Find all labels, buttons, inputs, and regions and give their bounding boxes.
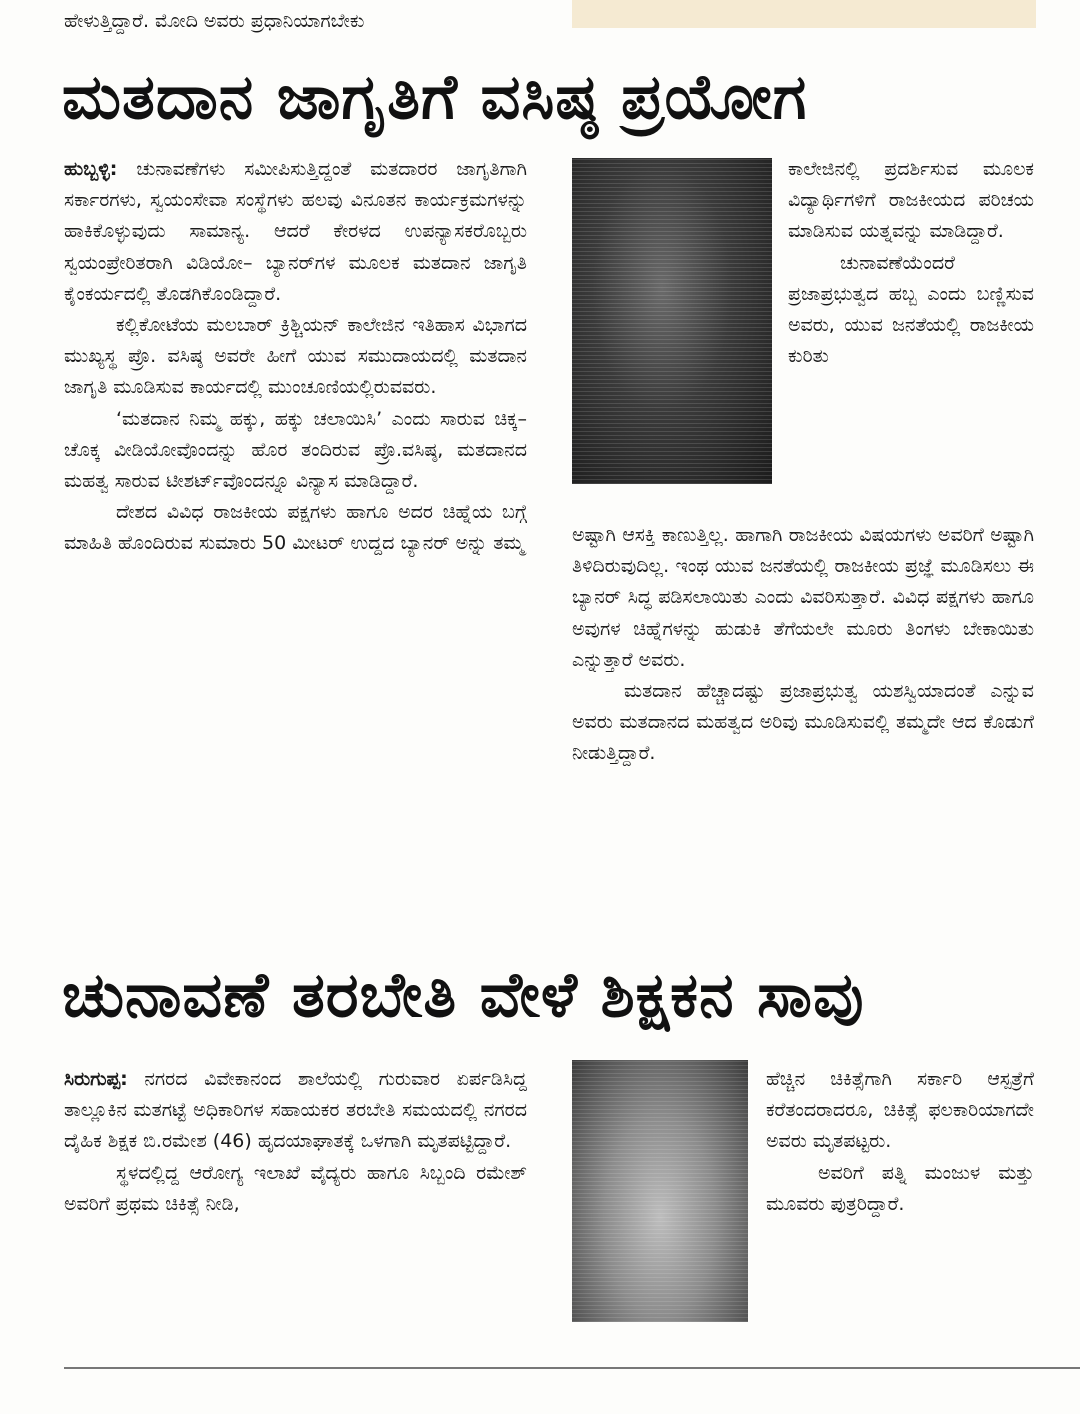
article1-headline: ಮತದಾನ ಜಾಗೃತಿಗೆ ವಸಿಷ್ಠ ಪ್ರಯೋಗ [62,60,808,133]
article2-paragraph: ಹೆಚ್ಚಿನ ಚಿಕಿತ್ಸೆಗಾಗಿ ಸರ್ಕಾರಿ ಆಸ್ಪತ್ರೆಗೆ ಕರೆತಂದರಾದರೂ, ಚಿಕಿತ್ಸೆ ಫಲಕಾರಿಯಾಗದೇ ಅವರು ಮೃತಪಟ್ಟರು. [766,1068,1034,1153]
article1-paragraph: ಕಲ್ಲಿಕೋಟೆಯ ಮಲಬಾರ್ ಕ್ರಿಶ್ಚಿಯನ್ ಕಾಲೇಜಿನ ಇತಿಹಾಸ ವಿಭಾಗದ ಮುಖ್ಯಸ್ಥ ಪ್ರೊ. ವಸಿಷ್ಠ ಅವರೇ ಹೀಗೆ ಯುವ ಸಮುದಾಯದಲ್ಲಿ ಮತದಾನ ಜಾಗೃತಿ ಮೂಡಿಸುವ ಕಾರ್ಯದಲ್ಲಿ ಮುಂಚೂಣಿಯಲ್ಲಿರುವವರು. [64,314,527,399]
article2-column-2 [766,1064,1034,1326]
article1-column-1 [64,154,527,929]
article2-photo [572,1060,748,1322]
article2-column-1 [64,1064,527,1326]
article1-column-2-side [788,154,1034,518]
article2-paragraph: ಅವರಿಗೆ ಪತ್ನಿ ಮಂಜುಳ ಮತ್ತು ಮೂವರು ಪುತ್ರರಿದ್ದಾರೆ. [766,1161,1034,1215]
article1-paragraph: ‘ಮತದಾನ ನಿಮ್ಮ ಹಕ್ಕು, ಹಕ್ಕು ಚಲಾಯಿಸಿ’ ಎಂದು ಸಾರುವ ಚಿಕ್ಕ–ಚೊಕ್ಕ ವೀಡಿಯೋವೊಂದನ್ನು ಹೊರ ತಂದಿರುವ ಪ್ರೊ.ವಸಿಷ್ಠ, ಮತದಾನದ ಮಹತ್ವ ಸಾರುವ ಟೀಶರ್ಟ್‌ವೊಂದನ್ನೂ ವಿನ್ಯಾಸ ಮಾಡಿದ್ದಾರೆ. [64,407,527,493]
article1-photo [572,158,772,484]
article1-paragraph: ಚುನಾವಣೆಯೆಂದರೆ ಪ್ರಜಾಪ್ರಭುತ್ವದ ಹಬ್ಬ ಎಂದು ಬಣ್ಣಿಸುವ ಅವರು, ಯುವ ಜನತೆಯಲ್ಲಿ ರಾಜಕೀಯ ಕುರಿತು [788,251,1034,368]
article2-paragraph: ಸಿರುಗುಪ್ಪ: ನಗರದ ವಿವೇಕಾನಂದ ಶಾಲೆಯಲ್ಲಿ ಗುರುವಾರ ಏರ್ಪಡಿಸಿದ್ದ ತಾಲ್ಲೂಕಿನ ಮತಗಟ್ಟೆ ಅಧಿಕಾರಿಗಳ ಸಹಾಯಕರ ತರಬೇತಿ ಸಮಯದಲ್ಲಿ ನಗರದ ದೈಹಿಕ ಶಿಕ್ಷಕ ಬಿ.ರಮೇಶ (46) ಹೃದಯಾಘಾತಕ್ಕೆ ಒಳಗಾಗಿ ಮೃತಪಟ್ಟಿದ್ದಾರೆ. [64,1068,527,1153]
article1-paragraph: ಹುಬ್ಬಳ್ಳಿ: ಚುನಾವಣೆಗಳು ಸಮೀಪಿಸುತ್ತಿದ್ದಂತೆ ಮತದಾರರ ಜಾಗೃತಿಗಾಗಿ ಸರ್ಕಾರಗಳು, ಸ್ವಯಂಸೇವಾ ಸಂಸ್ಥೆಗಳು ಹಲವು ವಿನೂತನ ಕಾರ್ಯಕ್ರಮಗಳನ್ನು ಹಾಕಿಕೊಳ್ಳುವುದು ಸಾಮಾನ್ಯ. ಆದರೆ ಕೇರಳದ ಉಪನ್ಯಾಸಕರೊಬ್ಬರು ಸ್ವಯಂಪ್ರೇರಿತರಾಗಿ ವಿಡಿಯೋ– ಬ್ಯಾನರ್‌ಗಳ ಮೂಲಕ ಮತದಾನ ಜಾಗೃತಿ ಕೈಂಕರ್ಯದಲ್ಲಿ ತೊಡಗಿಕೊಂಡಿದ್ದಾರೆ. [64,158,527,305]
top-color-strip [572,0,1036,28]
article1-paragraph: ದೇಶದ ವಿವಿಧ ರಾಜಕೀಯ ಪಕ್ಷಗಳು ಹಾಗೂ ಅದರ ಚಿಹ್ನೆಯ ಬಗ್ಗೆ ಮಾಹಿತಿ ಹೊಂದಿರುವ ಸುಮಾರು 50 ಮೀಟರ್ ಉದ್ದದ ಬ್ಯಾನರ್ ಅನ್ನು ತಮ್ಮ [64,501,527,555]
bottom-rule [64,1367,1080,1369]
article1-paragraph: ಮತದಾನ ಹೆಚ್ಚಾದಷ್ಟು ಪ್ರಜಾಪ್ರಭುತ್ವ ಯಶಸ್ವಿಯಾದಂತೆ ಎನ್ನುವ ಅವರು ಮತದಾನದ ಮಹತ್ವದ ಅರಿವು ಮೂಡಿಸುವಲ್ಲಿ ತಮ್ಮದೇ ಆದ ಕೊಡುಗೆ ನೀಡುತ್ತಿದ್ದಾರೆ. [572,680,1034,765]
previous-article-fragment: ಹೇಳುತ್ತಿದ್ದಾರೆ. ಮೋದಿ ಅವರು ಪ್ರಧಾನಿಯಾಗಬೇಕು [64,10,365,32]
article2-dateline: ಸಿರುಗುಪ್ಪ: [64,1068,128,1090]
article1-paragraph: ಕಾಲೇಜಿನಲ್ಲಿ ಪ್ರದರ್ಶಿಸುವ ಮೂಲಕ ವಿದ್ಯಾರ್ಥಿಗಳಿಗೆ ರಾಜಕೀಯದ ಪರಿಚಯ ಮಾಡಿಸುವ ಯತ್ನವನ್ನು ಮಾಡಿದ್ದಾರೆ. [788,158,1034,243]
article2-headline: ಚುನಾವಣೆ ತರಬೇತಿ ವೇಳೆ ಶಿಕ್ಷಕನ ಸಾವು [62,958,865,1031]
article1-dateline: ಹುಬ್ಬಳ್ಳಿ: [64,158,118,180]
article1-paragraph: ಅಷ್ಟಾಗಿ ಆಸಕ್ತಿ ಕಾಣುತ್ತಿಲ್ಲ. ಹಾಗಾಗಿ ರಾಜಕೀಯ ವಿಷಯಗಳು ಅವರಿಗೆ ಅಷ್ಟಾಗಿ ತಿಳಿದಿರುವುದಿಲ್ಲ. ಇಂಥ ಯುವ ಜನತೆಯಲ್ಲಿ ರಾಜಕೀಯ ಪ್ರಜ್ಞೆ ಮೂಡಿಸಲು ಈ ಬ್ಯಾನರ್ ಸಿದ್ಧ ಪಡಿಸಲಾಯಿತು ಎಂದು ವಿವರಿಸುತ್ತಾರೆ. ವಿವಿಧ ಪಕ್ಷಗಳು ಹಾಗೂ ಅವುಗಳ ಚಿಹ್ನೆಗಳನ್ನು ಹುಡುಕಿ ತೆಗೆಯಲೇ ಮೂರು ತಿಂಗಳು ಬೇಕಾಯಿತು ಎನ್ನುತ್ತಾರೆ ಅವರು. [572,524,1034,671]
article1-column-2-full [572,520,1034,920]
article2-paragraph: ಸ್ಥಳದಲ್ಲಿದ್ದ ಆರೋಗ್ಯ ಇಲಾಖೆ ವೈದ್ಯರು ಹಾಗೂ ಸಿಬ್ಬಂದಿ ರಮೇಶ್ ಅವರಿಗೆ ಪ್ರಥಮ ಚಿಕಿತ್ಸೆ ನೀಡಿ, [64,1161,527,1215]
